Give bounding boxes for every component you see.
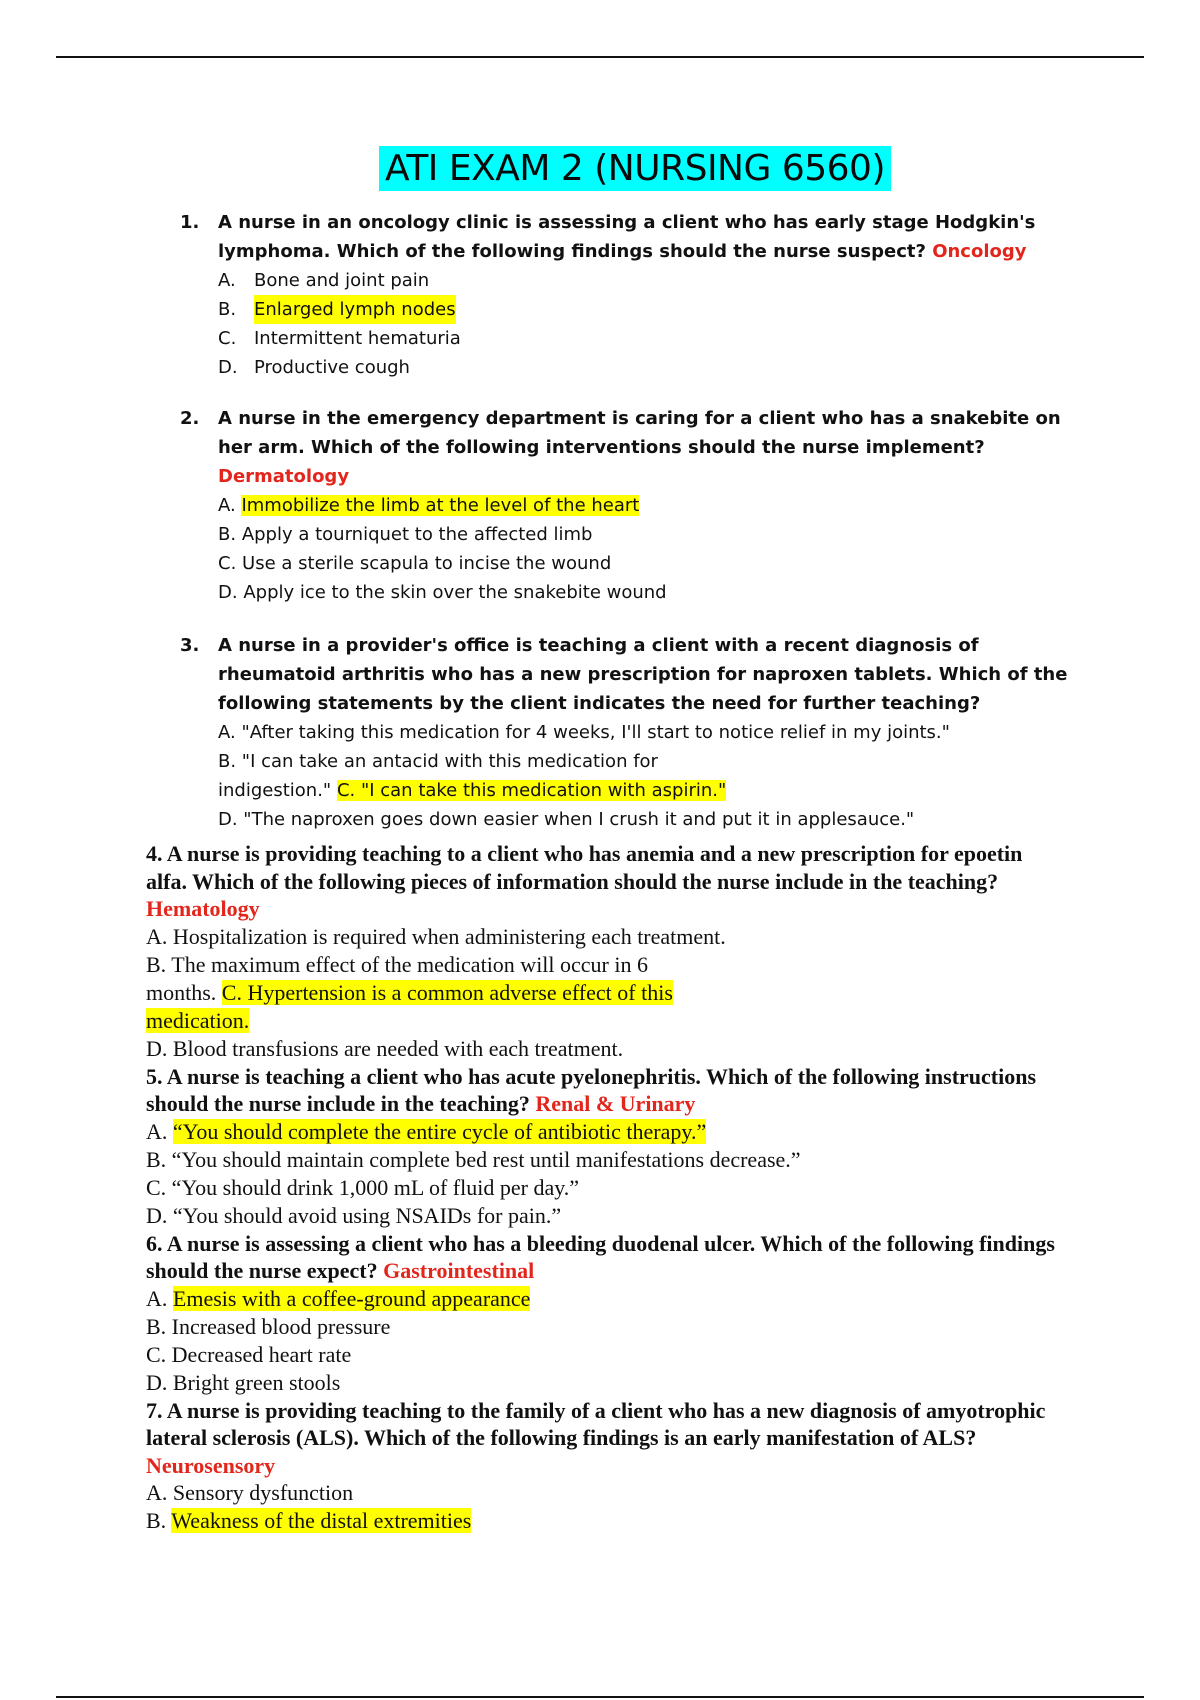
option-b: B. "I can take an antacid with this medication for (218, 751, 658, 772)
option-c: C. Decreased heart rate (146, 1341, 352, 1367)
correct-answer: Emesis with a coffee-ground appearance (172, 1285, 531, 1311)
correct-answer: C. Hypertension is a common adverse effect of this (221, 979, 673, 1005)
option-d: D. “You should avoid using NSAIDs for pain.” (146, 1202, 562, 1228)
option-b-cont: indigestion." (218, 780, 332, 801)
option-a: A. Hospitalization is required when administering each treatment. (146, 923, 726, 949)
question-text: 5. A nurse is teaching a client who has acute pyelonephritis. Which of the following instructions should the nurse include in the teaching? (146, 1063, 1037, 1116)
question-7 (146, 1397, 1066, 1480)
topic-label: Renal & Urinary (535, 1091, 696, 1116)
question-text: A nurse in an oncology clinic is assessing a client who has early stage Hodgkin's lymphoma. Which of the following findings should the nurse suspect? (218, 212, 1036, 262)
option-a: A. Immobilize the limb at the level of the heart (218, 495, 640, 516)
option-a: A. “You should complete the entire cycle of antibiotic therapy.” (146, 1118, 707, 1144)
option-a: A. Sensory dysfunction (146, 1480, 354, 1505)
questions-sans (180, 208, 1090, 834)
topic-label: Oncology (932, 241, 1027, 262)
option-c: C. “You should drink 1,000 mL of fluid per day.” (146, 1174, 580, 1200)
correct-answer: Immobilize the limb at the level of the heart (241, 495, 640, 516)
correct-answer: Enlarged lymph nodes (254, 295, 456, 324)
options-list (218, 718, 1090, 834)
question-4 (146, 840, 1066, 923)
topic-label: Hematology (146, 896, 260, 921)
option-b: B. Weakness of the distal extremities (146, 1508, 472, 1533)
option-b: B. The maximum effect of the medication will occur in 6 (146, 951, 648, 977)
question-3 (180, 631, 1090, 834)
option-d: D. Apply ice to the skin over the snakebite wound (218, 582, 667, 603)
option-a: A. Emesis with a coffee-ground appearance (146, 1285, 531, 1311)
topic-label: Dermatology (218, 466, 350, 487)
option-b: B. Apply a tourniquet to the affected limb (218, 524, 593, 545)
question-number: 1. (180, 212, 200, 233)
option-d: D. Bright green stools (146, 1369, 341, 1395)
question-6 (146, 1230, 1066, 1285)
option-a: A. "After taking this medication for 4 weeks, I'll start to notice relief in my joints." (218, 722, 950, 743)
question-number: 2. (180, 408, 200, 429)
option-d: D. Blood transfusions are needed with each treatment. (146, 1035, 624, 1061)
correct-answer-cont: medication. (146, 1007, 250, 1033)
page-title: ATI EXAM 2 (NURSING 6560) (379, 146, 891, 191)
questions-serif (146, 840, 1066, 1535)
options-list (218, 266, 1090, 382)
topic-label: Neurosensory (146, 1452, 276, 1478)
option-b: B. Enlarged lymph nodes (218, 295, 1090, 324)
question-text: A nurse in the emergency department is caring for a client who has a snakebite on her arm. Which of the following interventions should the nurse implement? (218, 408, 1061, 458)
question-text: A nurse in a provider's office is teaching a client with a recent diagnosis of rheumatoid arthritis who has a new prescription for naproxen tablets. Which of the following statements by the client indicates the need for further teaching? (218, 635, 1068, 714)
question-text: 6. A nurse is assessing a client who has a bleeding duodenal ulcer. Which of the following findings should the nurse expect? (146, 1230, 1055, 1283)
option-d: D. Productive cough (218, 357, 410, 378)
option-a: A. Bone and joint pain (218, 270, 430, 291)
question-1 (180, 208, 1090, 382)
correct-answer: “You should complete the entire cycle of antibiotic therapy.” (172, 1118, 707, 1144)
top-rule (56, 56, 1144, 58)
option-d: D. "The naproxen goes down easier when I crush it and put it in applesauce." (218, 809, 915, 830)
correct-answer: C. "I can take this medication with aspirin." (336, 780, 727, 801)
question-number: 3. (180, 635, 200, 656)
option-b: B. “You should maintain complete bed rest until manifestations decrease.” (146, 1146, 801, 1172)
question-2 (180, 404, 1090, 607)
bottom-rule (56, 1696, 1144, 1698)
options-list (218, 491, 1090, 607)
option-b: B. Increased blood pressure (146, 1313, 391, 1339)
option-c: C. Use a sterile scapula to incise the wound (218, 553, 612, 574)
option-b-cont: months. (146, 979, 217, 1005)
question-5 (146, 1063, 1066, 1118)
title-container (0, 146, 1200, 191)
correct-answer: Weakness of the distal extremities (171, 1508, 472, 1533)
question-text: 4. A nurse is providing teaching to a client who has anemia and a new prescription for epoetin alfa. Which of the following pieces of information should the nurse include in the teaching? (146, 841, 1023, 894)
option-c: C. Intermittent hematuria (218, 328, 461, 349)
question-text: 7. A nurse is providing teaching to the family of a client who has a new diagnosis of amyotrophic lateral sclerosis (ALS). Which of the following findings is an early manifestation of ALS? (146, 1397, 1046, 1450)
topic-label: Gastrointestinal (383, 1258, 535, 1283)
